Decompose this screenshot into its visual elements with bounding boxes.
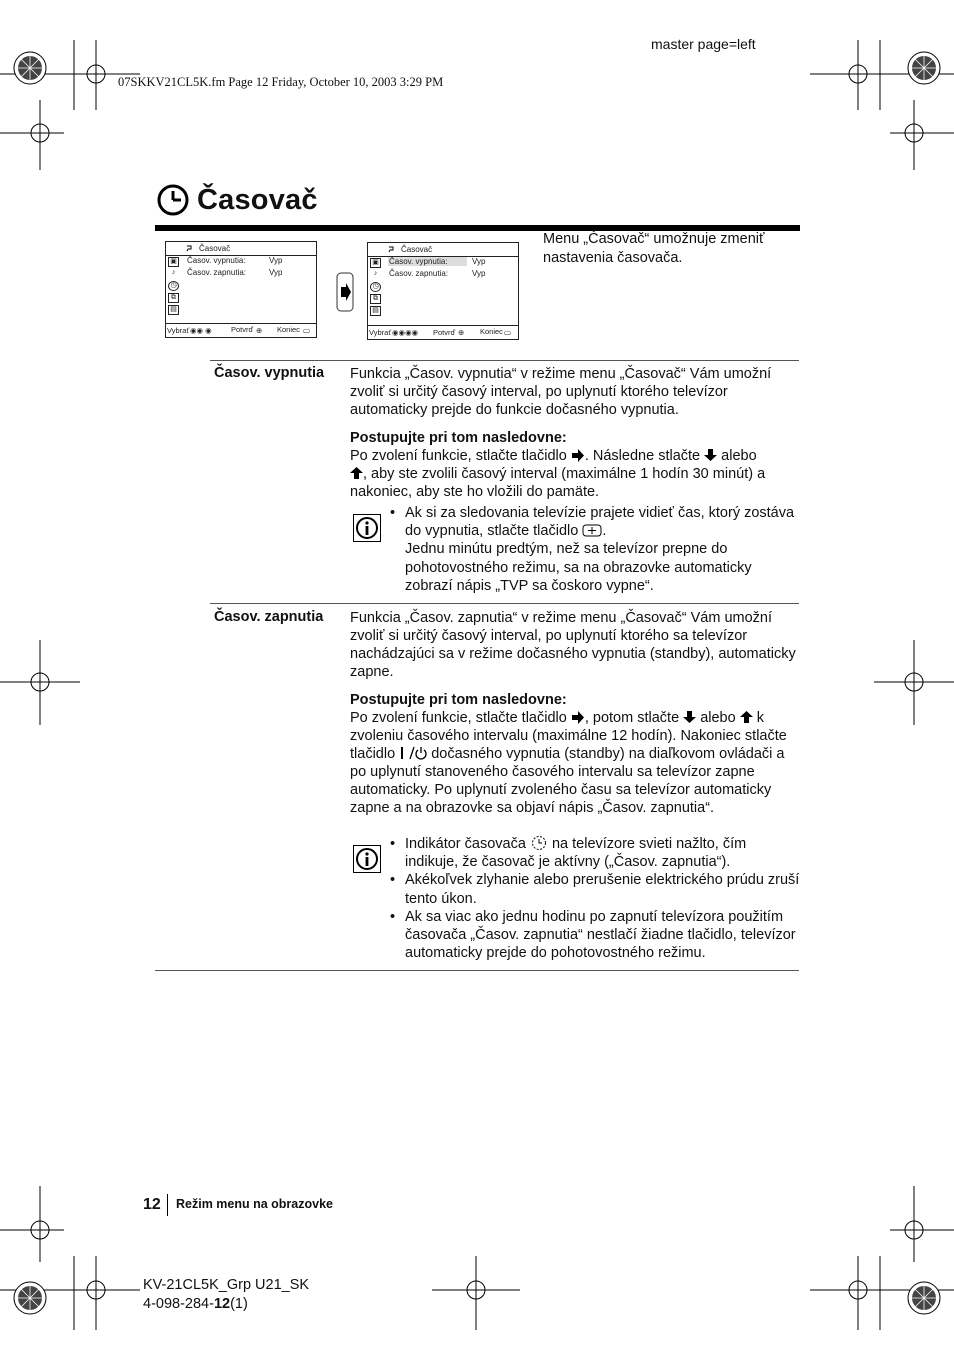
- menu-row-off-value: Vyp: [472, 257, 486, 266]
- off-timer-howto-title: Postupujte pri tom nasledovne:: [350, 430, 567, 446]
- footer-confirm: Potvrď: [433, 328, 456, 337]
- on-timer-note1-b: na televízore svieti nažlto, čím indikuje, že časovač je aktívny („Časov. zapnutia“).: [405, 836, 747, 871]
- section-divider: [210, 603, 799, 604]
- off-timer-howto-c: alebo: [721, 448, 757, 464]
- menu-header: [368, 243, 518, 257]
- menu-row-off-label: Časov. vypnutia:: [187, 256, 246, 265]
- footer-confirm: Potvrď: [231, 325, 254, 334]
- menu-row-on-label: Časov. zapnutia:: [389, 269, 448, 278]
- setup-icon: ▤: [370, 306, 381, 316]
- menu-icons: [168, 257, 180, 317]
- section-body-off-timer: [350, 365, 802, 509]
- clock-icon: ◷: [168, 281, 179, 291]
- menu-row-off-label: Časov. vypnutia:: [388, 257, 467, 266]
- clock-icon: [157, 184, 189, 216]
- select-arrows-icon: ◉◉◉◉: [392, 328, 419, 337]
- footer-exit: Koniec: [277, 325, 300, 334]
- info-icon: [353, 514, 381, 542]
- footer-select: Vybrať: [167, 326, 190, 335]
- timer-indicator-icon: [530, 835, 548, 851]
- info-icon: [353, 845, 381, 873]
- arrow-down-icon: [704, 448, 717, 462]
- menu-row-on-value: Vyp: [472, 269, 486, 278]
- return-icon: [388, 246, 395, 253]
- master-page-label: master page=left: [651, 36, 756, 52]
- display-button-icon: [582, 524, 602, 537]
- arrow-right-icon: [336, 272, 354, 312]
- confirm-icon: ⊕: [458, 328, 465, 337]
- return-icon: [186, 245, 193, 252]
- title-row: [157, 180, 318, 220]
- on-timer-howto-e: dočasného vypnutia (standby) na diaľkovom ovládači a po uplynutí stanoveného časového intervalu sa televízor zapne automaticky. Po uplynutí zvoleného času sa televízor automaticky zapne a na obrazovke sa objaví nápis „Časov. zapnutia“.: [350, 746, 785, 816]
- page-number: 12: [143, 1196, 161, 1213]
- clock-icon: ◷: [370, 282, 381, 292]
- menu-header-title: Časovač: [199, 244, 231, 253]
- off-timer-howto-a: Po zvolení funkcie, stlačte tlačidlo: [350, 448, 567, 464]
- list-item: • Ak sa viac ako jednu hodinu po zapnutí televízora použitím časovača „Časov. zapnutia“ nestlačí žiadne tlačidlo, televízor automaticky prejde do pohotovostného režimu.: [390, 908, 802, 963]
- off-timer-howto-b: . Následne stlačte: [584, 448, 701, 464]
- menu-button-icon: ▭: [303, 326, 311, 335]
- off-timer-note-b: Jednu minútu predtým, než sa televízor prepne do pohotovostného režimu, sa na obrazovke automaticky zobrazí nápis „TVP sa čoskoro vypne“.: [405, 541, 752, 594]
- picture-icon: ▣: [168, 257, 179, 267]
- intro-text: Menu „Časovač“ umožnuje zmeniť nastavenia časovača.: [543, 231, 765, 266]
- menu-header-title: Časovač: [401, 245, 433, 254]
- on-timer-description: Funkcia „Časov. zapnutia“ v režime menu „Časovač“ Vám umožní zvoliť si určitý časový interval, po uplynutí ktorého sa televízor nachádzajúci sa v režime dočasného vypnutia (standby), automaticky zapne.: [350, 610, 796, 680]
- footer-exit: Koniec: [480, 327, 503, 336]
- footer-code-b: 12: [213, 1296, 231, 1312]
- arrow-right-icon: [571, 711, 585, 724]
- on-timer-note1-a: Indikátor časovača: [405, 836, 526, 852]
- list-item: • Ak si za sledovania televízie prajete vidieť čas, ktorý zostáva do vypnutia, stlačte tlačidlo . Jednu minútu predtým, než sa televízor prepne do pohotovostného režimu, sa na obrazovke automaticky zobrazí nápis „TVP sa čoskoro vypne“.: [390, 504, 800, 595]
- menu-footer: [166, 323, 316, 337]
- menu-row-on-value: Vyp: [269, 268, 283, 277]
- list-item: • Akékoľvek zlyhanie alebo prerušenie elektrického prúdu zruší tento úkon.: [390, 871, 802, 907]
- on-timer-notes: [390, 835, 802, 962]
- menu-button-icon: ▭: [504, 328, 512, 337]
- menu-footer: [368, 325, 518, 339]
- on-timer-howto-d: k zvoleniu časového intervalu (maximálne 12 hodín). Nakoniec stlačte tlačidlo: [350, 710, 787, 762]
- standby-icon: [399, 746, 427, 760]
- arrow-down-icon: [683, 710, 696, 724]
- off-timer-notes: [390, 504, 800, 595]
- preset-icon: ⧉: [370, 294, 381, 304]
- footer-select: Vybrať: [369, 328, 392, 337]
- menu-screen-left: [165, 241, 317, 338]
- on-timer-howto-a: Po zvolení funkcie, stlačte tlačidlo: [350, 710, 567, 726]
- footer-divider: [167, 1194, 168, 1216]
- section-divider: [155, 970, 799, 971]
- section-divider: [210, 360, 799, 361]
- footer-model: KV-21CL5K_Grp U21_SK: [143, 1277, 310, 1293]
- off-timer-description: Funkcia „Časov. vypnutia“ v režime menu „Časovač“ Vám umožní zvoliť si určitý časový interval, po uplynutí ktorého televízor automaticky prejde do funkcie dočasného vypnutia.: [350, 366, 772, 418]
- picture-icon: ▣: [370, 258, 381, 268]
- footer-code-a: 4-098-284-: [143, 1296, 214, 1312]
- preset-icon: ⧉: [168, 293, 179, 303]
- off-timer-howto: [350, 429, 802, 501]
- menu-icons: [370, 258, 382, 318]
- footer-model-code: [143, 1276, 309, 1314]
- arrow-right-icon: [571, 449, 585, 462]
- on-timer-howto-title: Postupujte pri tom nasledovne:: [350, 692, 567, 708]
- footer-code-c: (1): [230, 1296, 248, 1312]
- off-timer-howto-d: , aby ste zvolili časový interval (maximálne 1 hodín 30 minút) a nakoniec, aby ste ho vložili do pamäte.: [350, 466, 766, 500]
- menu-row-on-label: Časov. zapnutia:: [187, 268, 246, 277]
- file-info: 07SKKV21CL5K.fm Page 12 Friday, October 10, 2003 3:29 PM: [118, 75, 444, 89]
- arrow-up-icon: [350, 466, 363, 480]
- confirm-icon: ⊕: [256, 326, 263, 335]
- sound-icon: ♪: [168, 269, 179, 279]
- off-timer-note-a: Ak si za sledovania televízie prajete vidieť čas, ktorý zostáva do vypnutia, stlačte tlačidlo: [405, 505, 795, 540]
- menu-screen-right: [367, 242, 519, 340]
- arrow-up-icon: [740, 710, 753, 724]
- on-timer-howto-b: , potom stlačte: [584, 710, 680, 726]
- page-title: Časovač: [197, 183, 318, 216]
- section-label-on-timer: Časov. zapnutia: [214, 609, 324, 625]
- section-body-on-timer: [350, 609, 802, 825]
- menu-row-off-value: Vyp: [269, 256, 283, 265]
- list-item: [390, 835, 802, 871]
- section-label-off-timer: Časov. vypnutia: [214, 365, 325, 381]
- setup-icon: ▤: [168, 305, 179, 315]
- on-timer-howto: [350, 691, 802, 817]
- footer-section: Režim menu na obrazovke: [176, 1197, 333, 1211]
- on-timer-howto-c: alebo: [700, 710, 736, 726]
- select-arrows-icon: ◉◉ ◉: [190, 326, 212, 335]
- sound-icon: ♪: [370, 270, 381, 280]
- footer-code: [143, 1295, 309, 1314]
- menu-header: [166, 242, 316, 256]
